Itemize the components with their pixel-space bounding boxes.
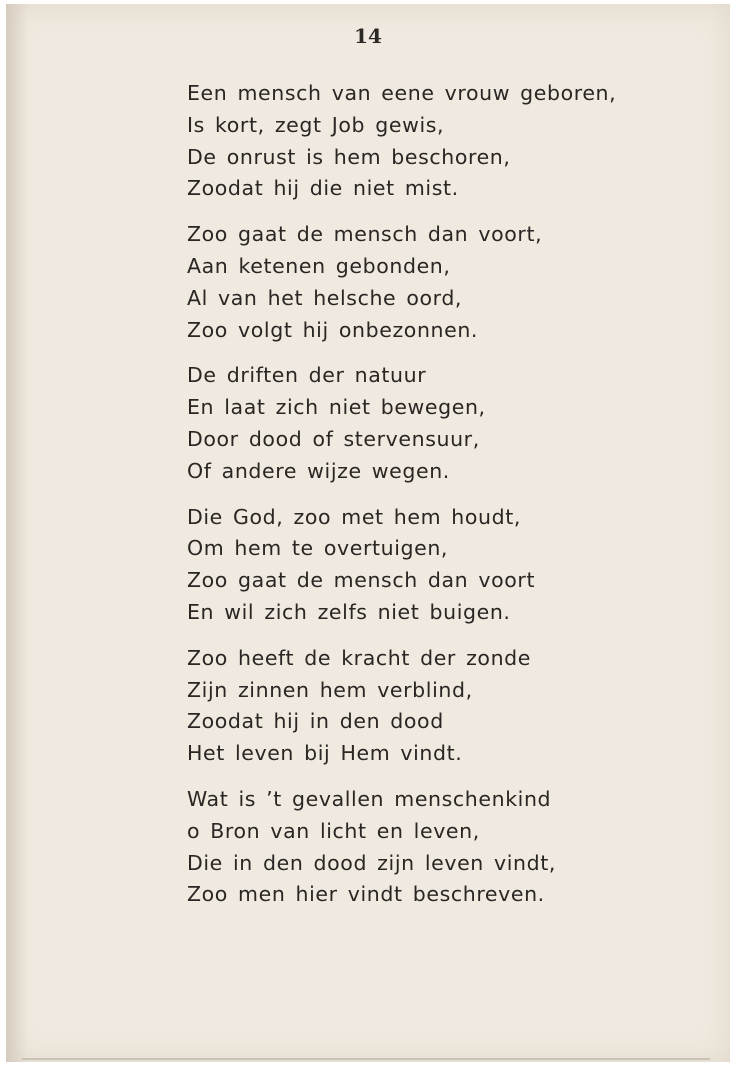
poem-line: Die God, zoo met hem houdt,: [187, 504, 521, 529]
stanza-5: [187, 643, 707, 770]
poem-line: Zoo volgt hij onbezonnen.: [187, 317, 479, 342]
poem-line: Om hem te overtuigen,: [187, 536, 449, 561]
poem-line: En wil zich zelfs niet buigen.: [187, 599, 511, 624]
stanza-3: [187, 360, 707, 487]
page-bottom-edge: [22, 1058, 710, 1060]
poem-line: Een mensch van eene vrouw geboren,: [187, 81, 617, 105]
poem-line: Is kort, zegt Job gewis,: [187, 112, 445, 137]
poem-line: Zoo gaat de mensch dan voort,: [187, 222, 543, 247]
poem-line: Die in den dood zijn leven vindt,: [187, 850, 556, 875]
book-page: [6, 4, 730, 1062]
stanza-6: [187, 784, 707, 911]
poem-line: o Bron van licht en leven,: [187, 818, 480, 843]
poem-line: Zoodat hij die niet mist.: [187, 176, 459, 201]
stanza-4: [187, 502, 707, 629]
poem-line: Of andere wijze wegen.: [187, 458, 450, 483]
spine-shadow: [6, 4, 28, 1062]
poem: [187, 78, 707, 925]
poem-line: Door dood of stervensuur,: [187, 426, 480, 451]
poem-line: Wat is ’t gevallen menschenkind: [187, 786, 552, 811]
poem-line: Het leven bij Hem vindt.: [187, 741, 463, 766]
poem-line: Zoo gaat de mensch dan voort: [187, 568, 536, 593]
poem-line: En laat zich niet bewegen,: [187, 395, 486, 420]
poem-line: Zijn zinnen hem verblind,: [187, 677, 473, 702]
poem-line: Zoo men hier vindt beschreven.: [187, 882, 545, 907]
poem-line: De driften der natuur: [187, 363, 427, 388]
poem-line: Zoo heeft de kracht der zonde: [187, 645, 531, 670]
stanza-2: [187, 219, 707, 346]
page-number: 14: [354, 24, 382, 48]
poem-line: De onrust is hem beschoren,: [187, 144, 511, 169]
poem-line: Al van het helsche oord,: [187, 285, 463, 310]
poem-line: Zoodat hij in den dood: [187, 709, 444, 734]
poem-line: Aan ketenen gebonden,: [187, 253, 451, 278]
stanza-1: [187, 78, 707, 205]
